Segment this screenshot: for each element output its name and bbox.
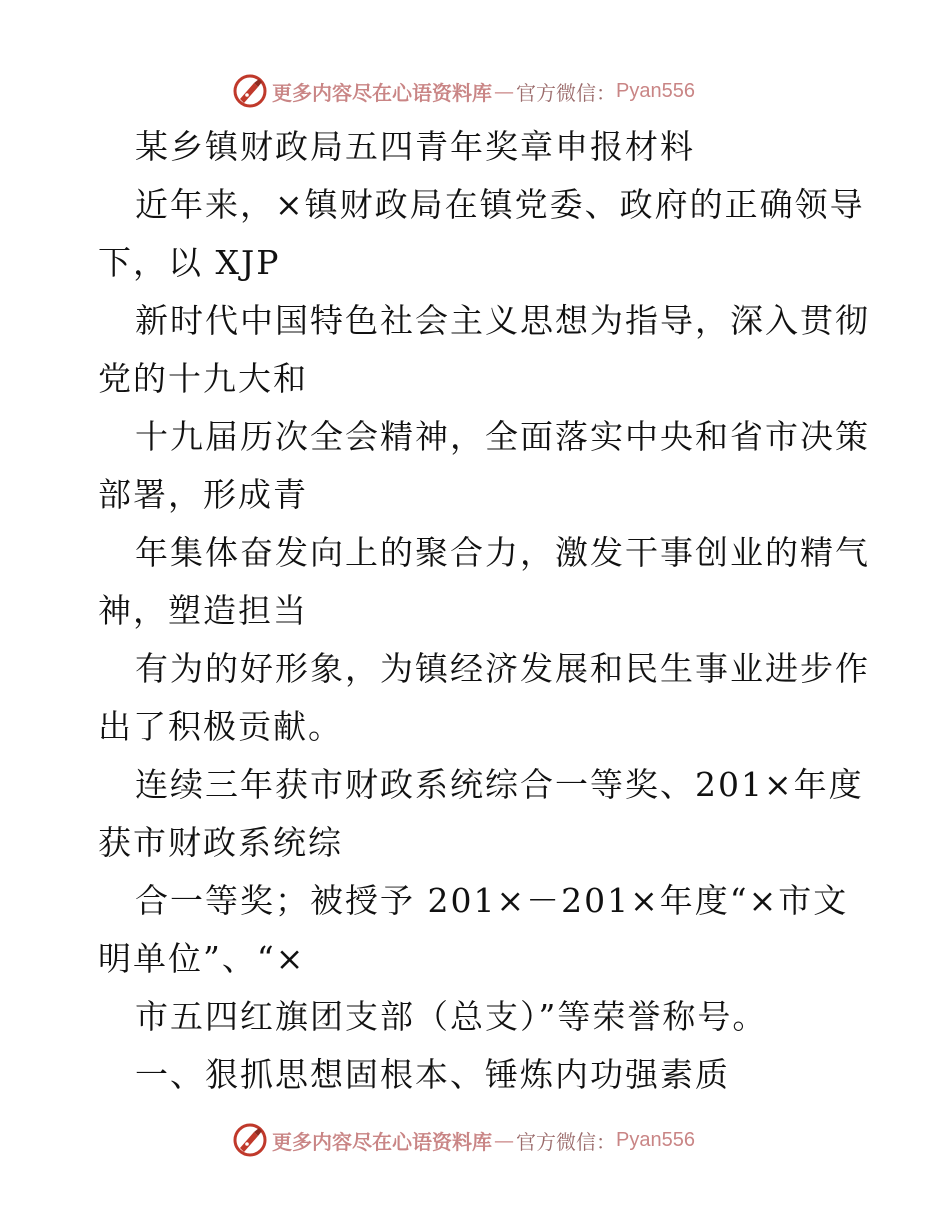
paragraph-line: 部署，形成青 <box>98 475 308 514</box>
paragraph-line: 新时代中国特色社会主义思想为指导，深入贯彻 <box>135 301 870 340</box>
banner-wechat-id: Pyan556 <box>616 1128 695 1151</box>
paragraph-line: 神，塑造担当 <box>98 591 308 630</box>
banner-dash: — <box>494 79 514 103</box>
document-title: 某乡镇财政局五四青年奖章申报材料 <box>135 127 695 166</box>
paragraph-line: 明单位”、“× <box>98 939 306 978</box>
banner-official-label: 官方微信： <box>516 1129 616 1154</box>
banner-wechat-id: Pyan556 <box>616 79 695 102</box>
header-banner <box>232 72 695 110</box>
paragraph-line: 十九届历次全会精神，全面落实中央和省市决策 <box>135 417 870 456</box>
paragraph-line: 市五四红旗团支部（总支）”等荣誉称号。 <box>135 997 768 1036</box>
paragraph-line: 连续三年获市财政系统综合一等奖、201×年度 <box>135 765 864 804</box>
paragraph-line: 近年来，×镇财政局在镇党委、政府的正确领导 <box>135 185 865 224</box>
footer-banner <box>232 1121 695 1159</box>
paragraph-line: 有为的好形象，为镇经济发展和民生事业进步作 <box>135 649 870 688</box>
paragraph-line: 合一等奖；被授予 201×－201×年度“×市文 <box>135 881 849 920</box>
document-body <box>98 118 870 1104</box>
pen-nib-logo-icon <box>232 1122 268 1158</box>
banner-dash: — <box>494 1128 514 1152</box>
banner-text: 更多内容尽在心语资料库 <box>272 80 492 105</box>
paragraph-line: 年集体奋发向上的聚合力，激发干事创业的精气 <box>135 533 870 572</box>
paragraph-line: 下，以 XJP <box>98 243 281 282</box>
paragraph-line: 获市财政系统综 <box>98 823 343 862</box>
paragraph-line: 党的十九大和 <box>98 359 308 398</box>
pen-nib-logo-icon <box>232 73 268 109</box>
section-heading: 一、狠抓思想固根本、锤炼内功强素质 <box>135 1055 730 1094</box>
banner-text: 更多内容尽在心语资料库 <box>272 1129 492 1154</box>
paragraph-line: 出了积极贡献。 <box>98 707 343 746</box>
banner-official-label: 官方微信： <box>516 80 616 105</box>
